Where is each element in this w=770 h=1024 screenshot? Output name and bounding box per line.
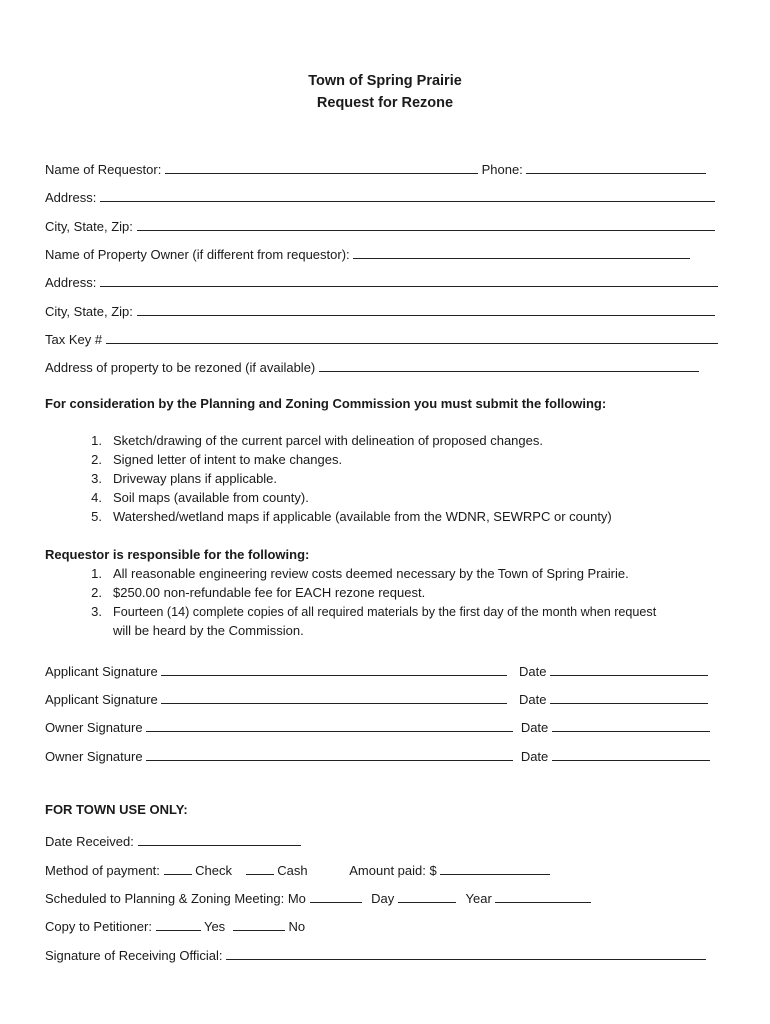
phone-label: Phone:: [481, 162, 523, 177]
form-title-block: [0, 70, 770, 114]
city-state-zip-field-1[interactable]: [137, 216, 715, 231]
city-state-zip-label-2: City, State, Zip:: [45, 304, 133, 319]
owner-signature-label: Owner Signature: [45, 749, 143, 764]
owner-signature-row-2: [45, 746, 710, 765]
town-use-heading: FOR TOWN USE ONLY:: [45, 802, 188, 817]
form-subtitle: Request for Rezone: [316, 95, 454, 111]
amount-paid-field[interactable]: [440, 860, 550, 875]
check-field[interactable]: [164, 860, 192, 875]
responsible-heading: Requestor is responsible for the following:: [45, 547, 310, 562]
address-field-2[interactable]: [100, 272, 718, 287]
city-row-2: [45, 301, 715, 320]
date-field[interactable]: [550, 661, 708, 676]
date-label: Date: [520, 749, 549, 764]
requestor-name-field[interactable]: [165, 159, 478, 174]
owner-signature-label: Owner Signature: [45, 720, 143, 735]
applicant-signature-row-2: [45, 689, 708, 708]
property-owner-field[interactable]: [353, 244, 690, 259]
property-address-row: [45, 357, 699, 376]
owner-signature-row-1: [45, 717, 710, 736]
requestor-row: [45, 159, 706, 178]
no-label: No: [288, 919, 306, 934]
yes-label: Yes: [203, 919, 226, 934]
yes-field[interactable]: [156, 916, 201, 931]
city-state-zip-label-1: City, State, Zip:: [45, 219, 133, 234]
address-row-1: [45, 187, 715, 206]
cash-field[interactable]: [246, 860, 274, 875]
year-field[interactable]: [495, 888, 591, 903]
address-row-2: [45, 272, 718, 291]
no-field[interactable]: [233, 916, 285, 931]
copy-row: [45, 916, 305, 935]
date-label: Date: [519, 692, 547, 707]
date-label: Date: [520, 720, 549, 735]
applicant-signature-field[interactable]: [161, 689, 507, 704]
check-label: Check: [195, 863, 233, 878]
copy-to-petitioner-label: Copy to Petitioner:: [45, 919, 152, 934]
address-label-2: Address:: [45, 275, 97, 290]
day-field[interactable]: [398, 888, 456, 903]
date-field[interactable]: [552, 717, 710, 732]
tax-key-field[interactable]: [106, 329, 718, 344]
city-state-zip-field-2[interactable]: [137, 301, 715, 316]
applicant-signature-row-1: [45, 661, 708, 680]
month-field[interactable]: [310, 888, 362, 903]
city-row-1: [45, 216, 715, 235]
day-label: Day: [371, 891, 395, 906]
date-field[interactable]: [550, 689, 708, 704]
official-signature-row: [45, 945, 706, 964]
payment-row: [45, 860, 550, 879]
form-title: Town of Spring Prairie: [308, 73, 462, 89]
scheduled-meeting-label: Scheduled to Planning & Zoning Meeting: Mo: [45, 891, 306, 906]
applicant-signature-label: Applicant Signature: [45, 692, 158, 707]
owner-row: [45, 244, 690, 263]
owner-signature-field[interactable]: [146, 717, 513, 732]
applicant-signature-label: Applicant Signature: [45, 664, 158, 679]
phone-field[interactable]: [526, 159, 706, 174]
year-label: Year: [465, 891, 492, 906]
date-received-label: Date Received:: [45, 834, 134, 849]
receiving-official-field[interactable]: [226, 945, 706, 960]
date-field[interactable]: [552, 746, 710, 761]
meeting-row: [45, 888, 591, 907]
address-label-1: Address:: [45, 190, 97, 205]
owner-signature-field[interactable]: [146, 746, 513, 761]
method-of-payment-label: Method of payment:: [45, 863, 160, 878]
consideration-heading: For consideration by the Planning and Zoning Commission you must submit the following:: [45, 396, 607, 411]
applicant-signature-field[interactable]: [161, 661, 507, 676]
date-label: Date: [519, 664, 547, 679]
property-address-label: Address of property to be rezoned (if available): [45, 360, 316, 375]
tax-key-label: Tax Key #: [45, 332, 103, 347]
tax-key-row: [45, 329, 718, 348]
address-field-1[interactable]: [100, 187, 715, 202]
property-owner-label: Name of Property Owner (if different from requestor):: [45, 247, 350, 262]
date-received-field[interactable]: [138, 831, 301, 846]
date-received-row: [45, 831, 301, 850]
amount-paid-label: Amount paid: $: [349, 863, 437, 878]
property-address-field[interactable]: [319, 357, 699, 372]
receiving-official-label: Signature of Receiving Official:: [45, 948, 223, 963]
requestor-name-label: Name of Requestor:: [45, 162, 162, 177]
cash-label: Cash: [277, 863, 308, 878]
